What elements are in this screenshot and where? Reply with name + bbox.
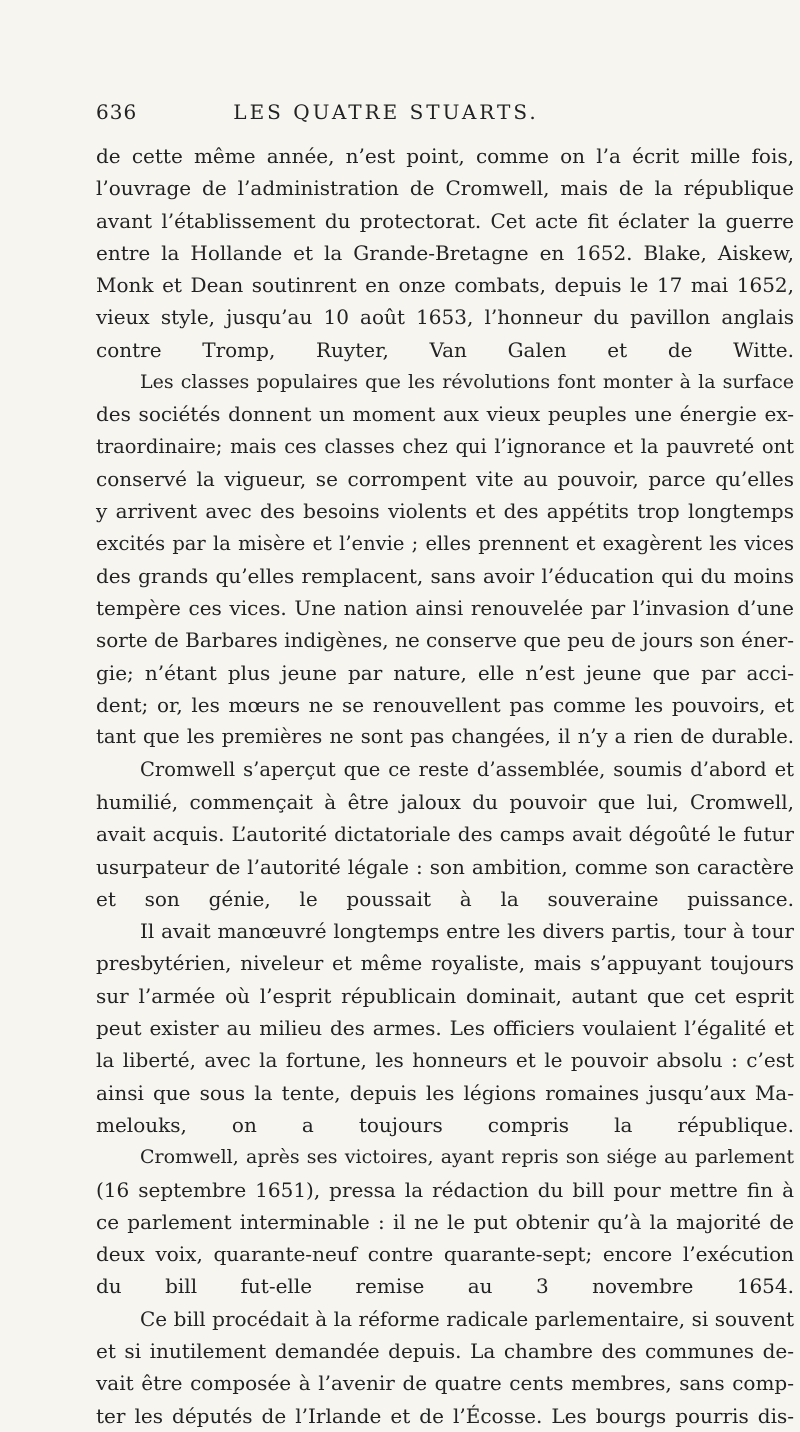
text-line: avant l’établissement du protectorat. Cet acte fit éclater la guerre	[96, 208, 794, 233]
text-line: sur l’armée où l’esprit républicain dominait, autant que cet esprit	[96, 983, 794, 1008]
text-line: Monk et Dean soutinrent en onze combats, depuis le 17 mai 1652,	[96, 273, 794, 298]
text-line: deux voix, quarante-neuf contre quarante-sept; encore l’exécution	[96, 1242, 794, 1267]
text-line: (16 septembre 1651), pressa la rédaction du bill pour mettre fin à	[96, 1177, 794, 1202]
text-line: melouks, on a toujours compris la république.	[96, 1112, 794, 1137]
text-line: contre Tromp, Ruyter, Van Galen et de Witte.	[96, 337, 794, 362]
text-line: la liberté, avec la fortune, les honneurs et le pouvoir absolu : c’est	[96, 1048, 794, 1073]
body-text	[96, 140, 794, 1432]
text-line: Il avait manœuvré longtemps entre les divers partis, tour à tour	[140, 919, 794, 944]
text-line: et son génie, le poussait à la souveraine puissance.	[96, 886, 794, 911]
text-line: Cromwell s’aperçut que ce reste d’assemblée, soumis d’abord et	[140, 757, 794, 781]
text-line: et si inutilement demandée depuis. La chambre des communes de-	[96, 1338, 794, 1363]
text-line: des grands qu’elles remplacent, sans avoir l’éducation qui du moins	[96, 563, 794, 588]
text-line: peut exister au milieu des armes. Les officiers voulaient l’égalité et	[96, 1016, 794, 1041]
text-line: entre la Hollande et la Grande-Bretagne en 1652. Blake, Aiskew,	[96, 240, 794, 265]
text-line: avait acquis. L’autorité dictatoriale des camps avait dégoûté le futur	[96, 822, 794, 847]
page-header	[96, 100, 676, 140]
text-line: tempère ces vices. Une nation ainsi renouvelée par l’invasion d’une	[96, 596, 794, 621]
text-line: presbytérien, niveleur et même royaliste, mais s’appuyant toujours	[96, 951, 794, 976]
text-line: excités par la misère et l’envie ; elles prennent et exagèrent les vices	[96, 531, 794, 555]
text-line: Ce bill procédait à la réforme radicale parlementaire, si souvent	[140, 1306, 794, 1331]
text-line: y arrivent avec des besoins violents et des appétits trop longtemps	[96, 499, 794, 524]
text-line: ter les députés de l’Irlande et de l’Écosse. Les bourgs pourris dis-	[96, 1403, 794, 1428]
text-line: Les classes populaires que les révolutions font monter à la surface	[140, 371, 794, 394]
text-line: humilié, commençait à être jaloux du pouvoir que lui, Cromwell,	[96, 789, 794, 814]
text-line: vieux style, jusqu’au 10 août 1653, l’honneur du pavillon anglais	[96, 305, 794, 330]
text-line: Cromwell, après ses victoires, ayant repris son siége au parlement	[140, 1146, 794, 1169]
text-line: gie; n’étant plus jeune par nature, elle n’est jeune que par acci-	[96, 660, 794, 685]
text-line: tant que les premières ne sont pas changées, il n’y a rien de durable.	[96, 725, 794, 749]
text-line: traordinaire; mais ces classes chez qui l’ignorance et la pauvreté ont	[96, 434, 794, 458]
text-line: l’ouvrage de l’administration de Cromwell, mais de la république	[96, 176, 794, 201]
text-line: ainsi que sous la tente, depuis les légions romaines jusqu’aux Ma-	[96, 1080, 794, 1105]
text-line: de cette même année, n’est point, comme on l’a écrit mille fois,	[96, 144, 794, 168]
text-line: dent; or, les mœurs ne se renouvellent pas comme les pouvoirs, et	[96, 693, 794, 718]
page-number: 636	[96, 100, 138, 124]
text-line: sorte de Barbares indigènes, ne conserve que peu de jours son éner-	[96, 628, 794, 653]
text-line: ce parlement interminable : il ne le put obtenir qu’à la majorité de	[96, 1209, 794, 1234]
text-line: des sociétés donnent un moment aux vieux peuples une énergie ex-	[96, 402, 794, 427]
running-title: LES QUATRE STUARTS.	[233, 100, 539, 124]
text-line: usurpateur de l’autorité légale : son ambition, comme son caractère	[96, 854, 794, 879]
text-line: conservé la vigueur, se corrompent vite au pouvoir, parce qu’elles	[96, 466, 794, 491]
text-line: du bill fut-elle remise au 3 novembre 1654.	[96, 1274, 794, 1299]
text-line: vait être composée à l’avenir de quatre cents membres, sans comp-	[96, 1371, 794, 1396]
